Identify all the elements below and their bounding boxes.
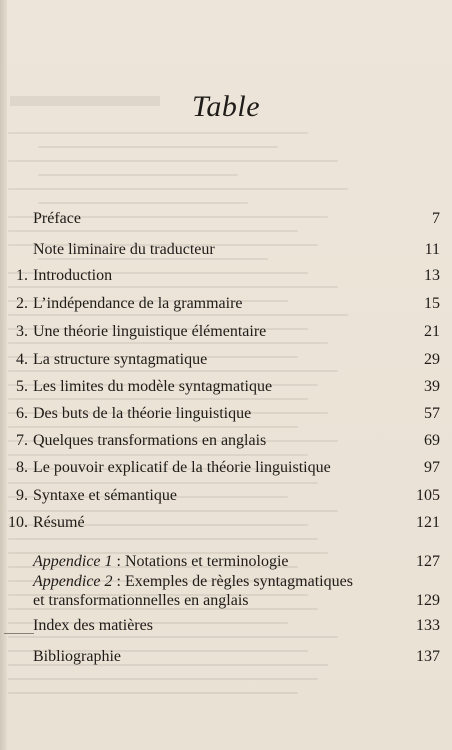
- page-title: Table: [191, 90, 261, 123]
- toc-entry-page: 13: [424, 267, 440, 284]
- toc-entry-label: Une théorie linguistique élémentaire: [33, 323, 267, 340]
- toc-entry-label: Résumé: [33, 514, 85, 531]
- appendix-separator: :: [112, 553, 125, 570]
- toc-entry-page: 29: [424, 351, 440, 368]
- toc-entry: [0, 266, 452, 286]
- toc-entry: [0, 486, 452, 506]
- toc-appendix: [0, 572, 452, 592]
- toc-entry: [0, 322, 452, 342]
- appendix-separator: :: [112, 573, 125, 590]
- toc-entry: [0, 294, 452, 314]
- appendix-label: Notations et terminologie: [124, 553, 289, 570]
- toc-entry-page: 129: [416, 592, 440, 609]
- toc-entry-label: Bibliographie: [33, 648, 121, 665]
- appendix-label-continued: et transformationnelles en anglais: [33, 592, 249, 609]
- appendix-name: Appendice 1: [33, 553, 113, 570]
- toc-entry-number: 6.: [16, 405, 28, 422]
- toc-entry: [0, 240, 452, 260]
- toc-entry-page: 105: [416, 487, 440, 504]
- toc-entry-page: 11: [424, 241, 440, 258]
- toc-entry-label: La structure syntagmatique: [33, 351, 208, 368]
- toc-appendix-continued: [0, 591, 452, 611]
- toc-entry-page: 137: [416, 648, 440, 665]
- toc-entry-label: Syntaxe et sémantique: [33, 487, 177, 504]
- appendix-name: Appendice 2: [33, 573, 113, 590]
- toc-entry-page: 15: [424, 295, 440, 312]
- appendix-label: Exemples de règles syntagmatiques: [124, 573, 353, 590]
- toc-entry: [0, 458, 452, 478]
- appendix-line: [33, 572, 353, 592]
- toc-entry-label: Introduction: [33, 267, 113, 284]
- toc-appendix: [0, 552, 452, 572]
- toc-entry-number: 1.: [16, 267, 28, 284]
- toc-entry-page: 57: [424, 405, 440, 422]
- toc-entry: [0, 404, 452, 424]
- toc-entry-number: 5.: [16, 378, 28, 395]
- toc-entry-number: 10.: [8, 514, 28, 531]
- toc-entry-number: 9.: [16, 487, 28, 504]
- toc-entry-label: L’indépendance de la grammaire: [33, 295, 243, 312]
- toc-entry-number: 3.: [16, 323, 28, 340]
- toc-entry-page: 97: [424, 459, 440, 476]
- toc-entry-number: 4.: [16, 351, 28, 368]
- toc-entry-label: Le pouvoir explicatif de la théorie linguistique: [33, 459, 331, 476]
- toc-entry: [0, 350, 452, 370]
- toc-entry-page: 7: [432, 210, 440, 227]
- toc-entry: [0, 513, 452, 533]
- toc-entry-label: Des buts de la théorie linguistique: [33, 405, 252, 422]
- toc-entry: [0, 647, 452, 667]
- toc-entry-page: 127: [416, 553, 440, 570]
- toc-entry-page: 69: [424, 432, 440, 449]
- toc-entry-label: Quelques transformations en anglais: [33, 432, 267, 449]
- toc-entry: [0, 377, 452, 397]
- toc-entry: [0, 209, 452, 229]
- toc-entry-page: 39: [424, 378, 440, 395]
- toc-entry-page: 133: [416, 617, 440, 634]
- toc-entry-label: Les limites du modèle syntagmatique: [33, 378, 273, 395]
- toc-entry-page: 21: [424, 323, 440, 340]
- toc-entry-label: Note liminaire du traducteur: [33, 241, 215, 258]
- toc-entry: [0, 431, 452, 451]
- appendix-line: [33, 552, 289, 572]
- toc-entry-number: 7.: [16, 432, 28, 449]
- toc-entry-label: Index des matières: [33, 617, 153, 634]
- toc-entry: [0, 616, 452, 636]
- toc-entry-page: 121: [416, 514, 440, 531]
- toc-entry-number: 2.: [16, 295, 28, 312]
- toc-entry-label: Préface: [33, 210, 81, 227]
- toc-entry-number: 8.: [16, 459, 28, 476]
